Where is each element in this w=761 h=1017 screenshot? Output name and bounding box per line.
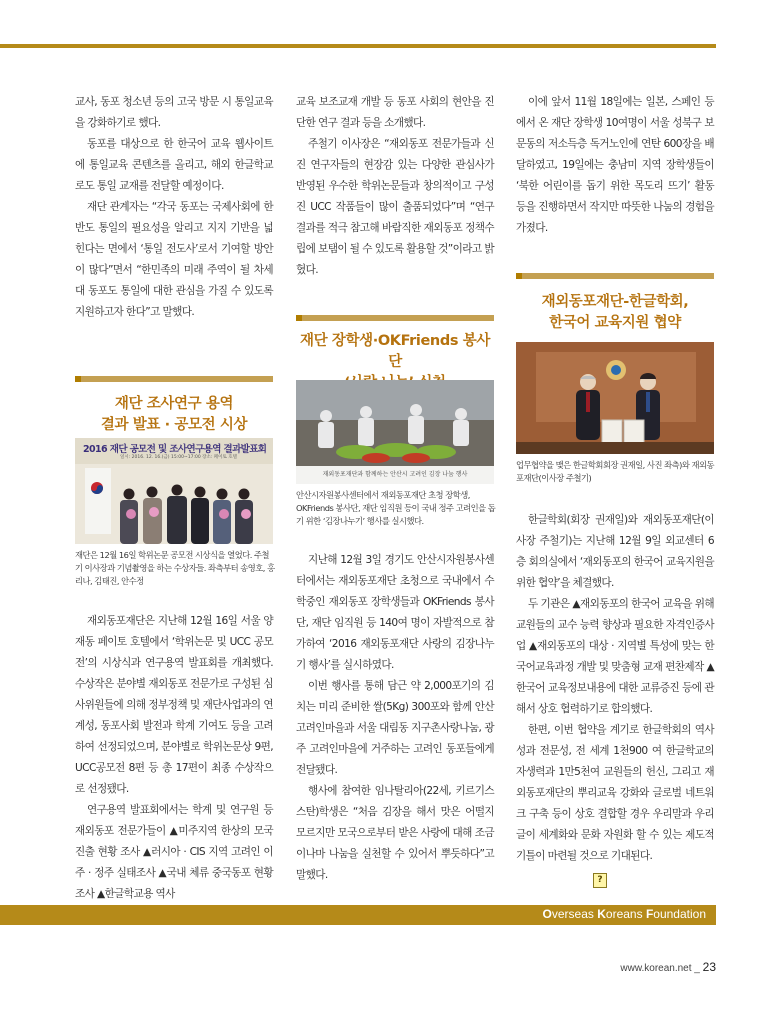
paragraph: 한편, 이번 협약을 계기로 한글학회의 역사성과 전문성, 전 세계 1천900 여 한글학교의 자생력과 1만5천여 교원들의 헌신, 그리고 재외동포재단의 뿌리교육 강화와 글로벌 네트워크 구축 등이 상호 결합할 경우 우리말과 우리글이 세계화와 문화 자원화 할 수 있는 제도적 기틀이 마련될 것으로 기대된다. — [516, 724, 714, 862]
brand-name: Overseas Koreans Foundation — [542, 907, 706, 921]
signing-illustration — [516, 342, 714, 454]
agreement-signing-photo — [516, 342, 714, 454]
photo-banner-subtitle: 일시: 2016. 12. 16.(금) 15:00~17:00 장소: 페이토 호텔 — [120, 455, 237, 460]
kimchi-event-photo — [296, 380, 494, 484]
paragraph: 한글학회(회장 권재일)와 재외동포재단(이사장 주철기)는 지난해 12월 9일 외교센터 6층 회의실에서 ‘재외동포의 한국어 교육지원을 위한 협약’을 체결했다. — [516, 514, 714, 589]
column-2-top — [296, 92, 494, 281]
page-number: 23 — [702, 960, 716, 974]
event-banner: 재외동포재단과 함께하는 안산시 고려인 김장 나눔 행사 — [296, 466, 494, 484]
column-1-bottom — [75, 611, 273, 905]
section-bar — [296, 315, 494, 321]
paragraph: 이에 앞서 11월 18일에는 일본, 스페인 등에서 온 재단 장학생 10여명이 서울 성북구 보문동의 저소득층 독거노인에 연탄 600장을 배달하였고, 19일에는 충남미 지역 장학생들이 ‘북한 어린이를 돕기 위한 목도리 뜨기’ 활동 등을 진행하면서 작지만 따뜻한 나눔의 경험을 가졌다. — [516, 96, 714, 234]
section-bar — [516, 273, 714, 279]
paragraph: 지난해 12월 3일 경기도 안산시자원봉사센터에서는 재외동포재단 초청으로 국내에서 수학중인 재외동포 장학생들과 OKFriends 봉사단, 재단 임직원 등 140여 명이 자발적으로 참가하여 ‘2016 재외동포재단 사랑의 김장나누기 행사’를 실시하였다. — [296, 554, 494, 671]
photo-caption: 업무협약을 맺은 한글학회회장 권재일, 사진 좌측)와 재외동포재단(이사장 주철기) — [516, 460, 715, 483]
foundation-emblem-icon — [606, 360, 626, 380]
section-bar — [75, 376, 273, 382]
column-3-top — [516, 92, 714, 239]
brand-bar — [0, 905, 716, 925]
paragraph: 교사, 동포 청소년 등의 고국 방문 시 통일교육을 강화하기로 했다. — [75, 96, 273, 129]
paragraph: 교육 보조교재 개발 등 동포 사회의 현안을 진단한 연구 결과 등을 소개했다. — [296, 96, 494, 129]
top-rule — [0, 44, 716, 48]
section-title: 재단 조사연구 용역 결과 발표 · 공모전 시상 — [100, 396, 248, 433]
section-header-agreement — [516, 273, 714, 334]
paragraph: 재단 관계자는 “각국 동포는 국제사회에 한반도 통일의 필요성을 알리고 지지 기반을 넓힌다는 면에서 ‘통일 전도사’로서 기여할 방안이 많다”면서 “한민족의 미래 주역이 될 차세대 동포도 통일에 대한 관심을 가질 수 있도록 지원하고자 한다”고 말했다. — [75, 201, 273, 318]
paragraph: 두 기관은 ▲재외동포의 한국어 교육을 위해 교원들의 교수 능력 향상과 필요한 자격인증사업 ▲재외동포의 대상 · 지역별 특성에 맞는 한국어교육과정 개발 및 맞춤형 교재 편찬제작 ▲한국어 교육정보내용에 대한 교류증진 등에 관해서 상호 협력하기로 합의했다. — [516, 598, 714, 715]
paragraph: 이번 행사를 통해 담근 약 2,000포기의 김치는 미리 준비한 쌀(5Kg) 300포와 함께 안산 고려인마을과 서울 대림동 지구촌사랑나눔, 광주 고려인마을에 거주하는 고려인 동포들에게 전달됐다. — [296, 680, 494, 776]
site-url: www.korean.net _ — [620, 963, 703, 974]
photo-caption: 안산시자원봉사센터에서 재외동포재단 초청 장학생, OKFriends 봉사단, 재단 임직원 등이 국내 정주 고려인을 돕기 위한 ‘김장나누기’ 행사를 실시했다. — [296, 490, 496, 526]
section-title: 재외동포재단-한글학회, 한국어 교육지원 협약 — [541, 294, 689, 331]
ceremony-illustration — [75, 438, 273, 544]
paragraph: 동포를 대상으로 한 한국어 교육 웹사이트에 통일교육 콘텐츠를 올리고, 해외 한글학교로도 통일 교재를 전달할 예정이다. — [75, 138, 273, 192]
korean-flag-icon — [85, 468, 111, 534]
paragraph: 연구용역 발표회에서는 학계 및 연구원 등 재외동포 전문가들이 ▲미주지역 한상의 모국진출 현황 조사 ▲러시아 · CIS 지역 고려인 이주 · 정주 실태조사 ▲국내 체류 중국동포 현황조사 ▲한글학교용 역사 — [75, 804, 273, 900]
column-3-bottom — [516, 510, 714, 867]
section-title: 재단 장학생·OKFriends 봉사단 — [300, 333, 490, 370]
column-1-top — [75, 92, 273, 323]
photo-caption: 재단은 12월 16일 학위논문 공모전 시상식을 열었다. 주철기 이사장과 기념촬영을 하는 수상자들. 좌측부터 송영호, 홍리나, 김태진, 안수정 — [75, 550, 275, 586]
photo-banner-title: 2016 재단 공모전 및 조사연구용역 결과발표회 — [83, 444, 267, 455]
paragraph: 재외동포재단은 지난해 12월 16일 서울 양재동 페이토 호텔에서 ‘학위논문 및 UCC 공모전’의 시상식과 연구용역 발표회를 개최했다. 수상작은 분야별 재외동포 전문가로 구성된 심사위원들에 의해 정부정책 및 재단사업과의 연계성, 동포사회 발전과 학계 기여도 등을 고려하여 선정되었으며, 분야별로 학위논문상 9편, UCC공모전 8편 등 총 17편이 최종 수상작으로 선정됐다. — [75, 615, 273, 795]
paragraph: 행사에 참여한 임나탈리아(22세, 키르기스스탄)학생은 “처음 김장을 해서 맛은 어떨지 모르지만 모국으로부터 받은 사랑에 대해 조금이나마 나눔을 실천할 수 있어서 뿌듯하다”고 말했다. — [296, 785, 494, 881]
people-silhouettes — [120, 485, 253, 545]
end-mark-icon: ? — [593, 873, 607, 888]
paragraph: 주철기 이사장은 “재외동포 전문가들과 신진 연구자들의 현장감 있는 다양한 관심사가 반영된 우수한 학위논문들과 창의적이고 구성진 UCC 작품들이 많이 출품되었다”며 “연구 결과를 적극 참고해 바람직한 재외동포 정책수립에 보탬이 될 수 있도록 활용할 것”이라고 밝혔다. — [296, 138, 494, 276]
award-ceremony-photo — [75, 438, 273, 544]
section-header-research — [75, 376, 273, 436]
column-2-bottom — [296, 550, 494, 886]
page-footer — [620, 960, 716, 974]
